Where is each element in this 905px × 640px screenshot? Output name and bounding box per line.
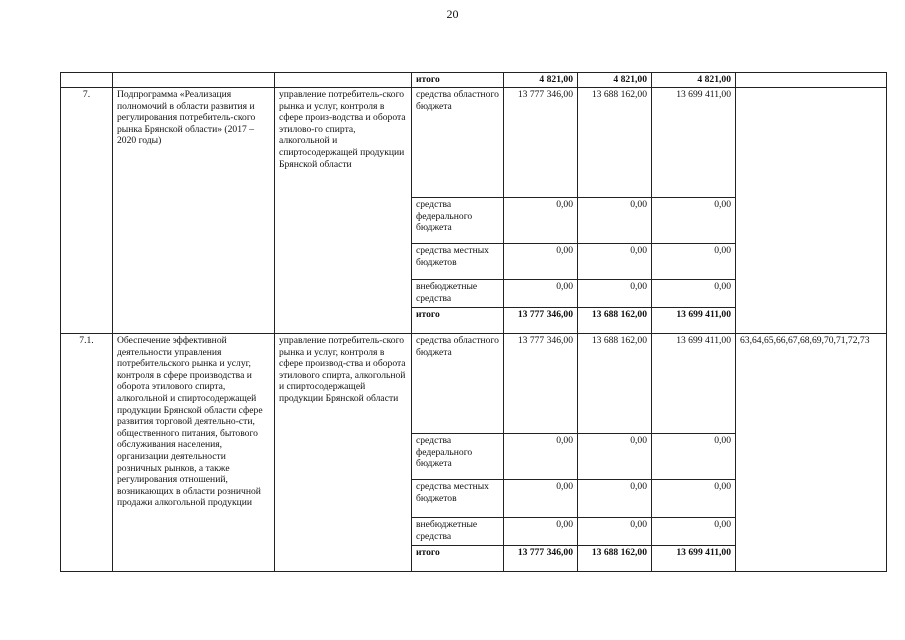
table-row — [61, 73, 887, 88]
table-row — [61, 334, 887, 434]
value-2019-cell: 0,00 — [578, 280, 652, 308]
indicators-cell — [736, 88, 887, 334]
value-2020-cell: 4 821,00 — [652, 73, 736, 88]
cell-empty — [113, 73, 275, 88]
funding-type-cell: средства местных бюджетов — [412, 480, 504, 518]
indicators-cell: 63,64,65,66,67,68,69,70,71,72,73 — [736, 334, 887, 572]
program-name-cell: Обеспечение эффективной деятельности управления потребительского рынка и услуг, контроля в сфере производства и оборота этилового спирта, алкогольной и спиртосодержащей продукции Брянской области сфере развития торговой деятельно-сти, общественного питания, бытового обслуживания населения, организации деятельности розничных рынков, а также регулирования отношений, возникающих в области розничной продажи алкогольной продукции — [113, 334, 275, 572]
funding-type-cell: внебюджетные средства — [412, 518, 504, 546]
row-number-cell: 7.1. — [61, 334, 113, 572]
value-2018-cell: 13 777 346,00 — [504, 334, 578, 434]
value-2020-cell: 13 699 411,00 — [652, 88, 736, 198]
value-2020-cell: 0,00 — [652, 244, 736, 280]
value-2020-cell: 13 699 411,00 — [652, 334, 736, 434]
value-2018-cell: 13 777 346,00 — [504, 88, 578, 198]
value-2018-cell: 0,00 — [504, 198, 578, 244]
funding-type-cell: средства областного бюджета — [412, 88, 504, 198]
funding-type-cell: итого — [412, 308, 504, 334]
funding-type-cell: внебюджетные средства — [412, 280, 504, 308]
row-number-cell: 7. — [61, 88, 113, 334]
executor-cell: управление потребитель-ского рынка и услуг, контроля в сфере производ-ства и оборота этилового спирта, алкогольной и спиртосодержащей продукции Брянской области — [275, 334, 412, 572]
funding-type-cell: средства федерального бюджета — [412, 434, 504, 480]
value-2020-cell: 0,00 — [652, 198, 736, 244]
value-2019-cell: 13 688 162,00 — [578, 546, 652, 572]
value-2019-cell: 13 688 162,00 — [578, 308, 652, 334]
cell-empty — [275, 73, 412, 88]
value-2018-cell: 0,00 — [504, 480, 578, 518]
value-2019-cell: 13 688 162,00 — [578, 88, 652, 198]
value-2019-cell: 0,00 — [578, 480, 652, 518]
value-2018-cell: 13 777 346,00 — [504, 308, 578, 334]
value-2019-cell: 13 688 162,00 — [578, 334, 652, 434]
value-2018-cell: 0,00 — [504, 280, 578, 308]
funding-type-cell: итого — [412, 546, 504, 572]
value-2019-cell: 0,00 — [578, 434, 652, 480]
page-number: 20 — [446, 7, 459, 21]
value-2018-cell: 0,00 — [504, 244, 578, 280]
value-2019-cell: 0,00 — [578, 518, 652, 546]
program-name-cell: Подпрограмма «Реализация полномочий в области развития и регулирования потребитель-ского рынка Брянской области» (2017 – 2020 годы) — [113, 88, 275, 334]
value-2019-cell: 4 821,00 — [578, 73, 652, 88]
executor-cell: управление потребитель-ского рынка и услуг, контроля в сфере произ-водства и оборота этилово-го спирта, алкогольной и спиртосодержащей продукции Брянской области — [275, 88, 412, 334]
value-2018-cell: 4 821,00 — [504, 73, 578, 88]
value-2019-cell: 0,00 — [578, 244, 652, 280]
value-2020-cell: 0,00 — [652, 280, 736, 308]
funding-type-cell: итого — [412, 73, 504, 88]
budget-table — [60, 72, 887, 572]
value-2020-cell: 13 699 411,00 — [652, 308, 736, 334]
value-2018-cell: 0,00 — [504, 434, 578, 480]
value-2020-cell: 0,00 — [652, 434, 736, 480]
funding-type-cell: средства областного бюджета — [412, 334, 504, 434]
value-2020-cell: 13 699 411,00 — [652, 546, 736, 572]
funding-type-cell: средства федерального бюджета — [412, 198, 504, 244]
value-2018-cell: 0,00 — [504, 518, 578, 546]
table-row — [61, 88, 887, 198]
value-2020-cell: 0,00 — [652, 480, 736, 518]
cell-empty — [736, 73, 887, 88]
value-2018-cell: 13 777 346,00 — [504, 546, 578, 572]
value-2020-cell: 0,00 — [652, 518, 736, 546]
value-2019-cell: 0,00 — [578, 198, 652, 244]
cell-empty — [61, 73, 113, 88]
funding-type-cell: средства местных бюджетов — [412, 244, 504, 280]
